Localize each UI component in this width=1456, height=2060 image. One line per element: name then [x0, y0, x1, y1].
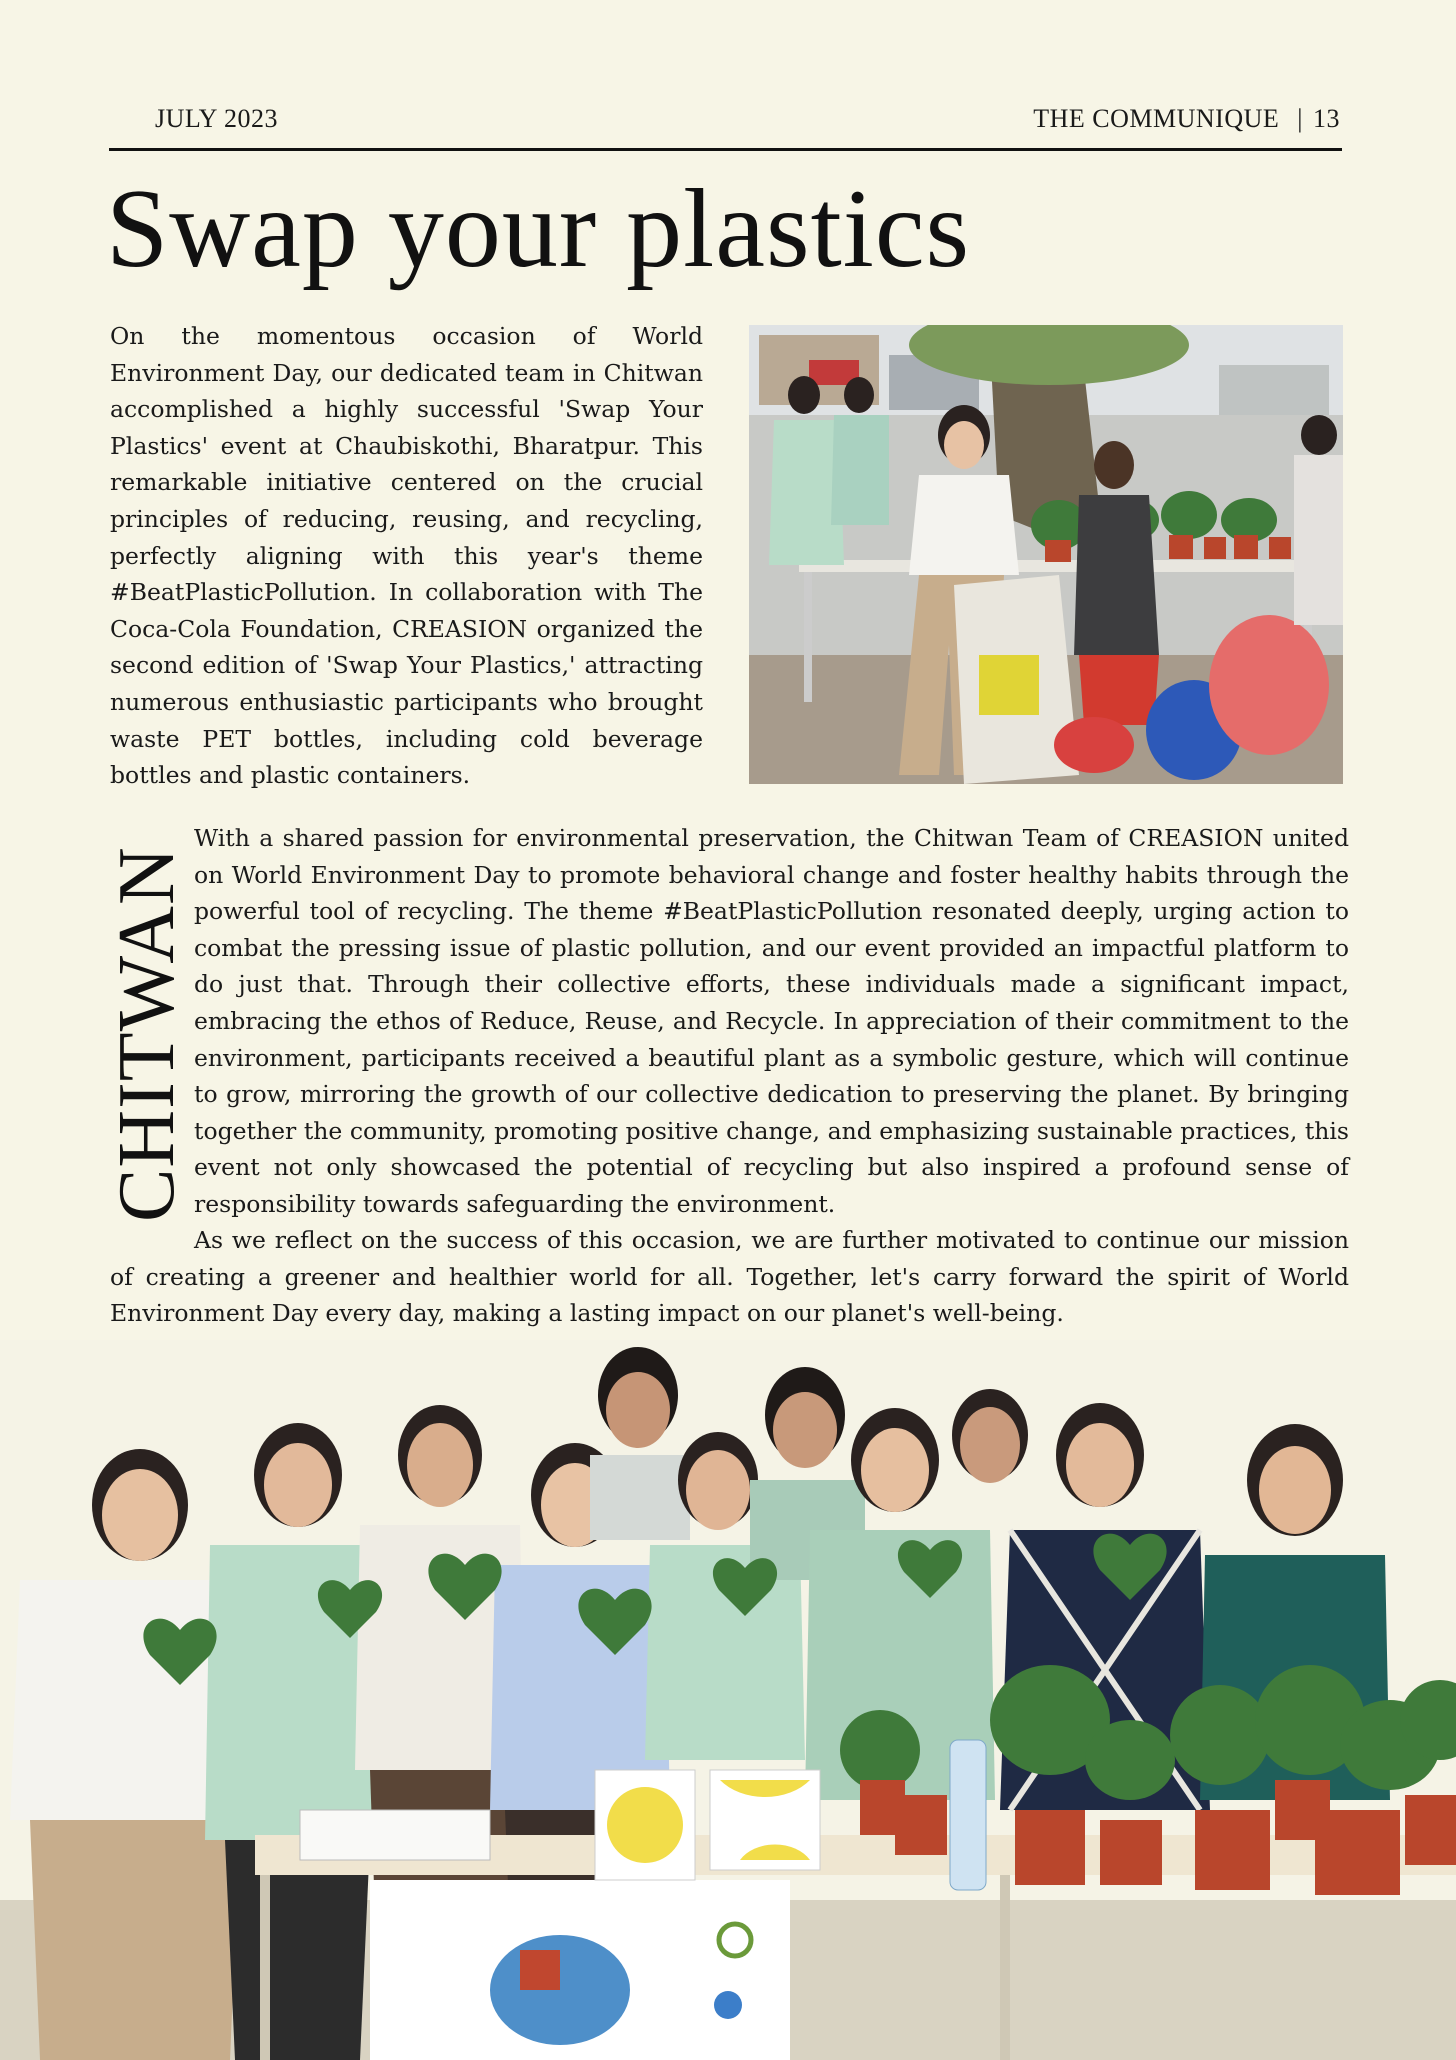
main-paragraph: With a shared passion for environmental preservation, the Chitwan Team of CREASION united on World Environment Day to promote behavioral change and foster healthy habits through the powerful tool of recycling. The theme #BeatPlasticPollution resonated deeply, urging action to combat the pressing issue of plastic pollution, and our event provided an impactful platform to do just that. Through their collective efforts, these individuals made a significant impact, embracing the ethos of Reduce, Reuse, and Recycle. In appreciation of their commitment to the environment, participants received a beautiful plant as a symbolic gesture, which will continue to grow, mirroring the growth of our collective dedication to preserving the planet. By bringing together the community, promoting positive change, and emphasizing sustainable practices, this event not only showcased the potential of recycling but also inspired a profound sense of responsibility towards safeguarding the environment.: [194, 824, 1349, 1218]
closing-paragraph: As we reflect on the success of this occasion, we are further motivated to continue our mission of creating a greener and healthier world for all. Together, let's carry forward the spirit of World Environment Day every day, making a lasting impact on our planet's well-being.: [110, 1226, 1349, 1328]
section-label-vertical: CHITWAN: [103, 846, 191, 1222]
group-photo-illustration: [0, 1340, 1456, 2060]
page-number: 13: [1313, 104, 1340, 133]
event-photo: [749, 325, 1343, 784]
event-photo-illustration: [749, 325, 1343, 784]
group-photo: [0, 1340, 1456, 2060]
publication-info: [1033, 104, 1340, 134]
article-title: Swap your plastics: [106, 167, 971, 291]
intro-paragraph: On the momentous occasion of World Environment Day, our dedicated team in Chitwan accomplished a highly successful 'Swap Your Plastics' event at Chaubiskothi, Bharatpur. This remarkable initiative centered on the crucial principles of reducing, reusing, and recycling, perfectly aligning with this year's theme #BeatPlasticPollution. In collaboration with The Coca-Cola Foundation, CREASION organized the second edition of 'Swap Your Plastics,' attracting numerous enthusiastic participants who brought waste PET bottles, including cold beverage bottles and plastic containers.: [110, 322, 703, 790]
header-separator: |: [1297, 104, 1303, 133]
issue-date: JULY 2023: [155, 104, 278, 133]
publication-name: THE COMMUNIQUE: [1033, 104, 1280, 133]
page-header: [109, 100, 1342, 151]
